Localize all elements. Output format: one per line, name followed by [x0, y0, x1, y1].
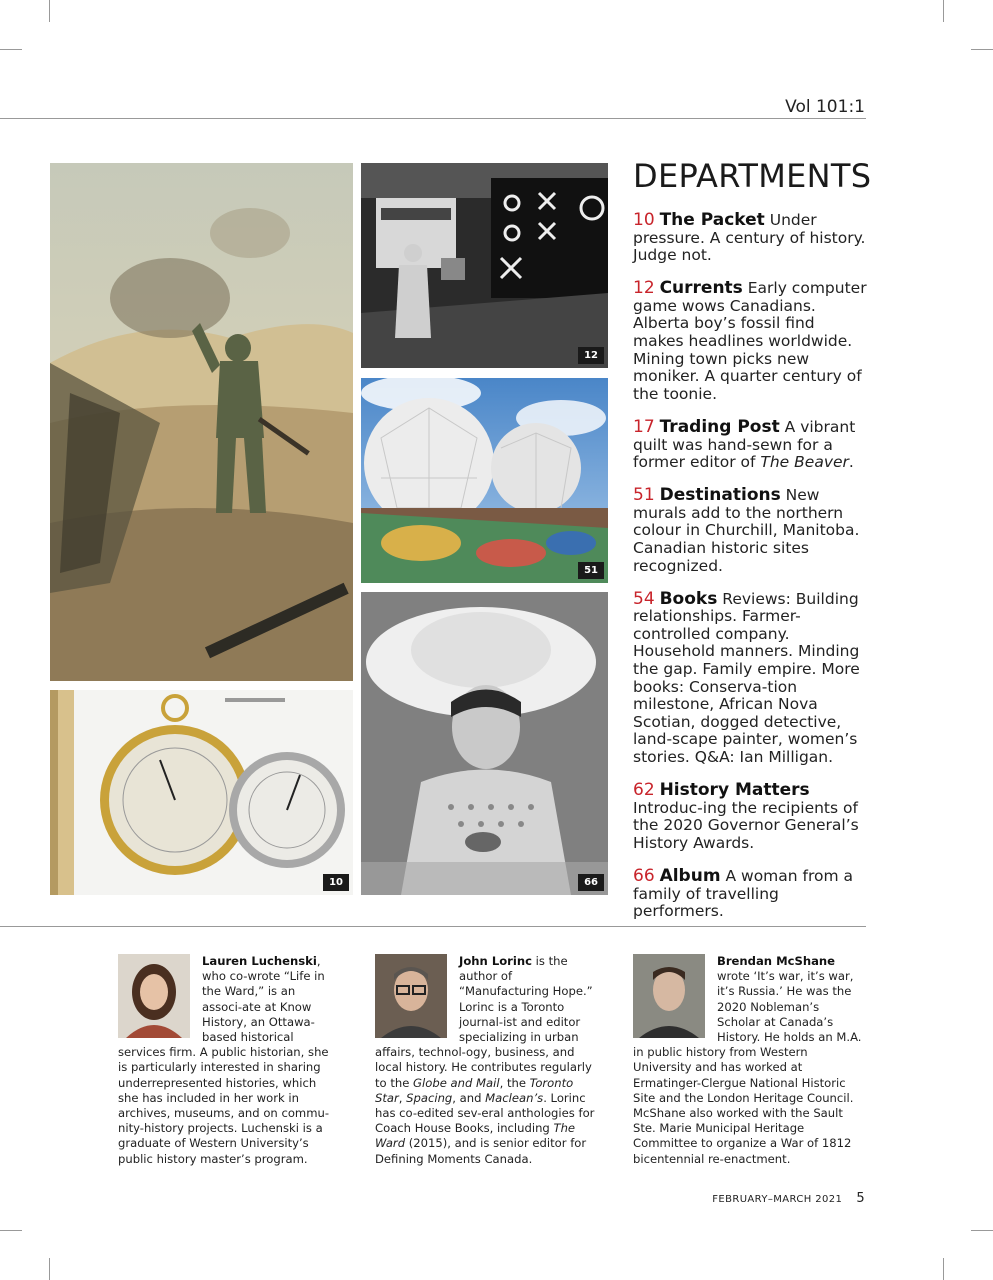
department-page: 54: [633, 588, 655, 609]
page-badge: 12: [578, 347, 604, 364]
crop-mark: [943, 1258, 944, 1280]
department-name: The Packet: [659, 210, 765, 230]
publication-title: Maclean’s: [485, 1090, 544, 1105]
department-description: Introduc-ing the recipients of the 2020 Governor General’s History Awards.: [633, 798, 859, 852]
crop-mark: [971, 1230, 993, 1231]
publication-title: Toronto Star: [375, 1075, 574, 1105]
contributor-bio: , and: [452, 1090, 486, 1105]
photo-radar-domes: [361, 378, 608, 583]
publication-title: Spacing: [406, 1090, 453, 1105]
contributor-luchenski: [118, 954, 336, 1167]
contributor-name: Brendan McShane: [717, 954, 836, 968]
volume-number: Vol 101:1: [785, 97, 865, 117]
page-number: 5: [856, 1191, 865, 1206]
photo-woman-portrait: [361, 592, 608, 895]
crop-mark: [943, 0, 944, 22]
photo-computer-game: [361, 163, 608, 368]
photo-barometers: [50, 690, 353, 895]
department-item: [633, 782, 869, 852]
department-page: 51: [633, 485, 655, 506]
magazine-title: The Beaver: [760, 453, 849, 472]
department-item: [633, 487, 869, 575]
crop-mark: [971, 49, 993, 50]
department-item: [633, 280, 869, 403]
page-badge: 10: [323, 874, 349, 891]
department-description: Reviews: Building relationships. Farmer-controlled company. Household manners. Minding the gap. Family empire. More books: Conserva-tion milestone, African Nova Scotian, dogged detective, land-scape painter, women’s stories. Q&A: Ian Milligan.: [633, 589, 860, 767]
department-description: A woman from a family of travelling performers.: [633, 867, 854, 921]
computer-game-image: [361, 163, 608, 368]
department-item: [633, 212, 869, 265]
department-name: History Matters: [659, 780, 810, 801]
department-page: 10: [633, 210, 655, 230]
headshot-luchenski: [118, 954, 190, 1038]
department-item: [633, 588, 869, 767]
contributor-lorinc: [375, 954, 600, 1167]
contributor-bio: wrote ‘It’s war, it’s war, it’s Russia.’ He was the 2020 Nobleman’s Scholar at Canada’s History. He holds an M.A. in public history from Western University and has worked at Ermatinger-Clergue National Historic Site and the London Heritage Council. McShane also worked with the Sault Ste. Marie Municipal Heritage Committee to organize a War of 1812 bicentennial re-enactment.: [633, 969, 862, 1166]
department-item: [633, 868, 869, 921]
crop-mark: [0, 49, 22, 50]
department-name: Currents: [659, 278, 743, 299]
department-name: Trading Post: [659, 416, 780, 437]
page-badge: 66: [578, 874, 604, 891]
department-item: [633, 416, 869, 472]
crop-mark: [49, 0, 50, 22]
crop-mark: [49, 1258, 50, 1280]
departments-list: [633, 212, 869, 936]
painting-soldier-image: [50, 163, 353, 681]
header-rule: [0, 118, 866, 119]
photo-painting-soldier: [50, 163, 353, 681]
department-page: 12: [633, 278, 655, 299]
contributor-bio: who co-wrote “Life in the Ward,” is an associ-ate at Know History, an Ottawa-based historical services firm. A public historian, she is particularly interested in sharing underrepresented histories, which she has included in her work in archives, museums, and on commu-nity-history projects. Luchenski is a graduate of Western University’s public history master’s program.: [118, 969, 330, 1166]
contributor-bio: is the author of “Manufacturing Hope.” Lorinc is a Toronto journal-ist and editor specializing in urban affairs, technol-ogy, business, and local history. He contributes regularly to the: [375, 954, 593, 1090]
contributor-bio: . Lorinc has co-edited sev-eral anthologies for Coach House Books, including: [375, 1090, 595, 1136]
headshot-lorinc: [375, 954, 447, 1038]
departments-title: DEPARTMENTS: [633, 157, 872, 195]
publication-title: Globe and Mail: [413, 1075, 500, 1090]
contributor-bio: (2015), and is senior editor for Defining Moments Canada.: [375, 1136, 587, 1166]
department-page: 62: [633, 780, 655, 801]
barometers-image: [50, 690, 353, 895]
page-badge: 51: [578, 562, 604, 579]
contributor-name: John Lorinc: [459, 954, 532, 968]
contributor-mcshane: [633, 954, 865, 1167]
department-page: 17: [633, 416, 655, 437]
department-description: A vibrant quilt was hand-sewn for a former editor of: [633, 417, 856, 472]
contributors-rule: [0, 926, 866, 927]
contributor-name: Lauren Luchenski: [202, 954, 317, 968]
department-name: Album: [659, 866, 721, 886]
department-name: Books: [659, 588, 718, 609]
contributor-bio: ,: [398, 1090, 407, 1105]
issue-date: FEBRUARY–MARCH 2021: [712, 1194, 843, 1205]
department-description: Under pressure. A century of history. Judge not.: [633, 211, 866, 265]
department-description: New murals add to the northern colour in Churchill, Manitoba. Canadian historic sites recognized.: [633, 486, 860, 575]
contributor-bio: , the: [499, 1075, 530, 1090]
radar-domes-image: [361, 378, 608, 583]
woman-portrait-image: [361, 592, 608, 895]
department-description: Early computer game wows Canadians. Alberta boy’s fossil find makes headlines worldwide. Mining town picks new moniker. A quarter century of the toonie.: [633, 279, 867, 403]
footer: [712, 1191, 865, 1206]
contributor-name-punctuation: ,: [316, 954, 321, 968]
headshot-mcshane: [633, 954, 705, 1038]
department-name: Destinations: [659, 485, 781, 506]
crop-mark: [0, 1230, 22, 1231]
department-description-end: .: [848, 453, 854, 472]
department-page: 66: [633, 866, 655, 886]
book-title: The Ward: [375, 1121, 576, 1151]
